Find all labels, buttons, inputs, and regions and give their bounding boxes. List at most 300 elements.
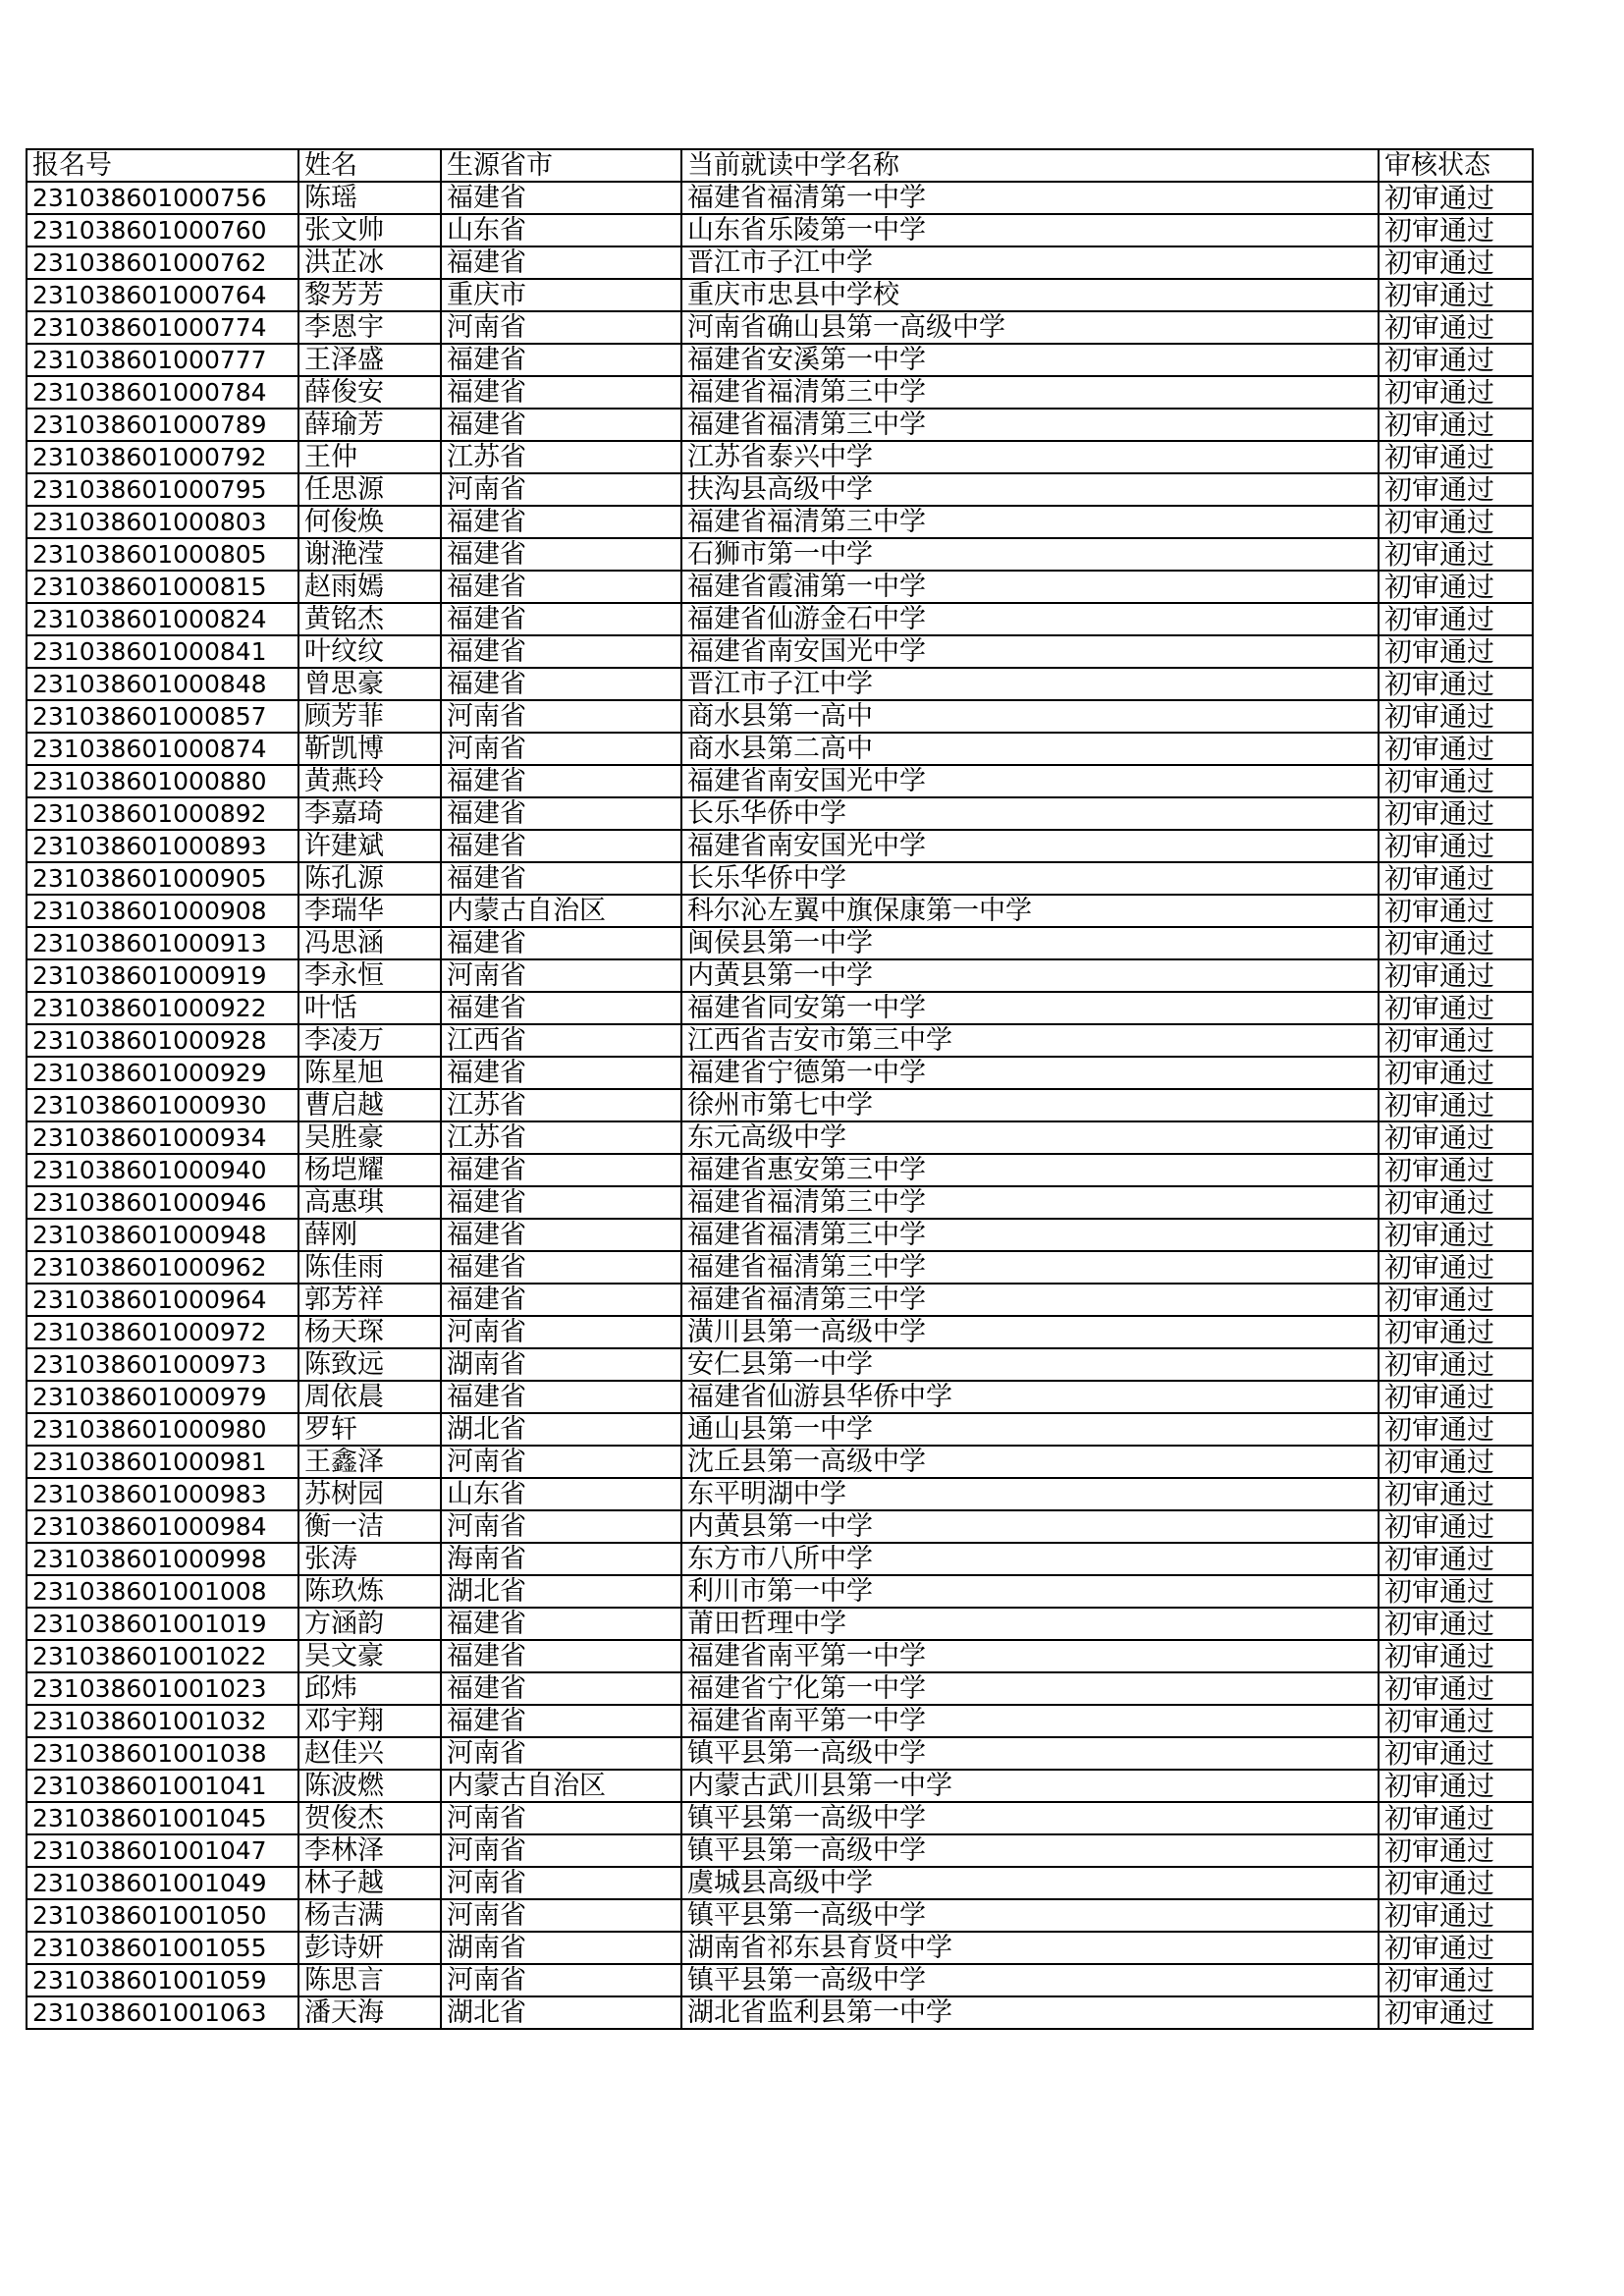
review-status-cell: 初审通过 — [1379, 797, 1533, 830]
registration-number-cell: 231038601000815 — [27, 571, 298, 603]
registration-number-cell: 231038601001038 — [27, 1737, 298, 1770]
province-cell: 福建省 — [441, 1381, 681, 1413]
school-cell: 河南省确山县第一高级中学 — [681, 311, 1379, 344]
province-cell: 山东省 — [441, 1478, 681, 1510]
school-cell: 福建省南安国光中学 — [681, 765, 1379, 797]
province-cell: 内蒙古自治区 — [441, 895, 681, 927]
province-cell: 福建省 — [441, 538, 681, 571]
school-cell: 虞城县高级中学 — [681, 1867, 1379, 1899]
review-status-cell: 初审通过 — [1379, 1834, 1533, 1867]
name-cell: 衡一洁 — [298, 1510, 441, 1543]
review-status-cell: 初审通过 — [1379, 830, 1533, 862]
name-cell: 李林泽 — [298, 1834, 441, 1867]
table-row — [27, 1284, 1533, 1316]
school-cell: 扶沟县高级中学 — [681, 473, 1379, 506]
table-row — [27, 1089, 1533, 1121]
school-cell: 利川市第一中学 — [681, 1575, 1379, 1608]
registration-number-cell: 231038601000948 — [27, 1219, 298, 1251]
name-cell: 顾芳菲 — [298, 700, 441, 733]
table-row — [27, 830, 1533, 862]
name-cell: 陈致远 — [298, 1348, 441, 1381]
school-cell: 福建省安溪第一中学 — [681, 344, 1379, 376]
table-row — [27, 1640, 1533, 1672]
province-cell: 福建省 — [441, 797, 681, 830]
review-status-cell: 初审通过 — [1379, 1219, 1533, 1251]
school-cell: 福建省同安第一中学 — [681, 992, 1379, 1024]
name-cell: 陈思言 — [298, 1964, 441, 1996]
table-row — [27, 1413, 1533, 1446]
review-status-cell: 初审通过 — [1379, 1478, 1533, 1510]
header-province: 生源省市 — [441, 149, 681, 182]
table-row — [27, 279, 1533, 311]
province-cell: 河南省 — [441, 1737, 681, 1770]
name-cell: 任思源 — [298, 473, 441, 506]
name-cell: 苏树园 — [298, 1478, 441, 1510]
registration-number-cell: 231038601001019 — [27, 1608, 298, 1640]
registration-number-cell: 231038601001050 — [27, 1899, 298, 1932]
registration-number-cell: 231038601001059 — [27, 1964, 298, 1996]
registration-number-cell: 231038601001049 — [27, 1867, 298, 1899]
province-cell: 福建省 — [441, 635, 681, 668]
registration-number-cell: 231038601000857 — [27, 700, 298, 733]
registration-number-cell: 231038601001022 — [27, 1640, 298, 1672]
registration-number-cell: 231038601000874 — [27, 733, 298, 765]
table-row — [27, 246, 1533, 279]
name-cell: 王仲 — [298, 441, 441, 473]
registration-number-cell: 231038601000774 — [27, 311, 298, 344]
table-row — [27, 1219, 1533, 1251]
review-status-cell: 初审通过 — [1379, 635, 1533, 668]
table-row — [27, 927, 1533, 959]
school-cell: 镇平县第一高级中学 — [681, 1834, 1379, 1867]
province-cell: 河南省 — [441, 1446, 681, 1478]
name-cell: 薛俊安 — [298, 376, 441, 409]
review-status-cell: 初审通过 — [1379, 700, 1533, 733]
table-row — [27, 1543, 1533, 1575]
school-cell: 商水县第一高中 — [681, 700, 1379, 733]
review-status-cell: 初审通过 — [1379, 603, 1533, 635]
registration-number-cell: 231038601000784 — [27, 376, 298, 409]
name-cell: 陈佳雨 — [298, 1251, 441, 1284]
review-status-cell: 初审通过 — [1379, 959, 1533, 992]
school-cell: 山东省乐陵第一中学 — [681, 214, 1379, 246]
review-status-cell: 初审通过 — [1379, 1348, 1533, 1381]
header-school: 当前就读中学名称 — [681, 149, 1379, 182]
registration-number-cell: 231038601000913 — [27, 927, 298, 959]
name-cell: 赵雨嫣 — [298, 571, 441, 603]
registration-number-cell: 231038601000929 — [27, 1057, 298, 1089]
review-status-cell: 初审通过 — [1379, 1705, 1533, 1737]
school-cell: 福建省宁化第一中学 — [681, 1672, 1379, 1705]
review-status-cell: 初审通过 — [1379, 1186, 1533, 1219]
school-cell: 商水县第二高中 — [681, 733, 1379, 765]
registration-number-cell: 231038601000777 — [27, 344, 298, 376]
review-status-cell: 初审通过 — [1379, 1867, 1533, 1899]
school-cell: 福建省仙游县华侨中学 — [681, 1381, 1379, 1413]
name-cell: 李凌万 — [298, 1024, 441, 1057]
school-cell: 福建省福清第一中学 — [681, 182, 1379, 214]
registration-number-cell: 231038601000973 — [27, 1348, 298, 1381]
province-cell: 河南省 — [441, 700, 681, 733]
name-cell: 张涛 — [298, 1543, 441, 1575]
name-cell: 黄燕玲 — [298, 765, 441, 797]
name-cell: 贺俊杰 — [298, 1802, 441, 1834]
registration-number-cell: 231038601000892 — [27, 797, 298, 830]
table-row — [27, 1121, 1533, 1154]
province-cell: 福建省 — [441, 992, 681, 1024]
review-status-cell: 初审通过 — [1379, 1089, 1533, 1121]
name-cell: 邓宇翔 — [298, 1705, 441, 1737]
school-cell: 福建省福清第三中学 — [681, 1219, 1379, 1251]
registration-number-cell: 231038601000934 — [27, 1121, 298, 1154]
province-cell: 湖南省 — [441, 1348, 681, 1381]
registration-number-cell: 231038601000905 — [27, 862, 298, 895]
registration-number-cell: 231038601000983 — [27, 1478, 298, 1510]
review-status-cell: 初审通过 — [1379, 765, 1533, 797]
table-row — [27, 538, 1533, 571]
name-cell: 吴胜豪 — [298, 1121, 441, 1154]
registration-number-cell: 231038601001032 — [27, 1705, 298, 1737]
table-row — [27, 1478, 1533, 1510]
province-cell: 河南省 — [441, 1510, 681, 1543]
registration-number-cell: 231038601000880 — [27, 765, 298, 797]
province-cell: 福建省 — [441, 344, 681, 376]
school-cell: 莆田哲理中学 — [681, 1608, 1379, 1640]
registration-number-cell: 231038601000795 — [27, 473, 298, 506]
school-cell: 东平明湖中学 — [681, 1478, 1379, 1510]
school-cell: 福建省霞浦第一中学 — [681, 571, 1379, 603]
review-status-cell: 初审通过 — [1379, 1251, 1533, 1284]
province-cell: 福建省 — [441, 571, 681, 603]
table-row — [27, 1834, 1533, 1867]
review-status-cell: 初审通过 — [1379, 927, 1533, 959]
registration-number-cell: 231038601000893 — [27, 830, 298, 862]
school-cell: 福建省南安国光中学 — [681, 635, 1379, 668]
review-status-cell: 初审通过 — [1379, 1284, 1533, 1316]
registration-number-cell: 231038601001055 — [27, 1932, 298, 1964]
name-cell: 王泽盛 — [298, 344, 441, 376]
review-status-cell: 初审通过 — [1379, 733, 1533, 765]
name-cell: 李永恒 — [298, 959, 441, 992]
province-cell: 山东省 — [441, 214, 681, 246]
province-cell: 江西省 — [441, 1024, 681, 1057]
registration-number-cell: 231038601000805 — [27, 538, 298, 571]
school-cell: 镇平县第一高级中学 — [681, 1802, 1379, 1834]
province-cell: 福建省 — [441, 1057, 681, 1089]
name-cell: 李嘉琦 — [298, 797, 441, 830]
review-status-cell: 初审通过 — [1379, 1121, 1533, 1154]
table-row — [27, 1446, 1533, 1478]
registration-number-cell: 231038601001008 — [27, 1575, 298, 1608]
name-cell: 吴文豪 — [298, 1640, 441, 1672]
name-cell: 何俊焕 — [298, 506, 441, 538]
review-status-cell: 初审通过 — [1379, 1510, 1533, 1543]
school-cell: 福建省南平第一中学 — [681, 1640, 1379, 1672]
review-status-cell: 初审通过 — [1379, 311, 1533, 344]
province-cell: 福建省 — [441, 1608, 681, 1640]
review-status-cell: 初审通过 — [1379, 1154, 1533, 1186]
table-row — [27, 1705, 1533, 1737]
table-row — [27, 1381, 1533, 1413]
review-status-cell: 初审通过 — [1379, 376, 1533, 409]
review-status-cell: 初审通过 — [1379, 1413, 1533, 1446]
province-cell: 福建省 — [441, 830, 681, 862]
table-row — [27, 473, 1533, 506]
review-status-cell: 初审通过 — [1379, 1899, 1533, 1932]
name-cell: 邱炜 — [298, 1672, 441, 1705]
review-status-cell: 初审通过 — [1379, 344, 1533, 376]
name-cell: 林子越 — [298, 1867, 441, 1899]
name-cell: 陈星旭 — [298, 1057, 441, 1089]
registration-number-cell: 231038601000756 — [27, 182, 298, 214]
registration-number-cell: 231038601001063 — [27, 1996, 298, 2029]
table-row — [27, 1802, 1533, 1834]
table-row — [27, 1510, 1533, 1543]
registration-number-cell: 231038601000981 — [27, 1446, 298, 1478]
table-row — [27, 1932, 1533, 1964]
school-cell: 福建省福清第三中学 — [681, 1186, 1379, 1219]
table-row — [27, 635, 1533, 668]
name-cell: 罗轩 — [298, 1413, 441, 1446]
name-cell: 曾思豪 — [298, 668, 441, 700]
registration-number-cell: 231038601001023 — [27, 1672, 298, 1705]
province-cell: 福建省 — [441, 1705, 681, 1737]
review-status-cell: 初审通过 — [1379, 1737, 1533, 1770]
registration-number-cell: 231038601000964 — [27, 1284, 298, 1316]
name-cell: 李瑞华 — [298, 895, 441, 927]
review-status-cell: 初审通过 — [1379, 862, 1533, 895]
review-status-cell: 初审通过 — [1379, 214, 1533, 246]
table-row — [27, 668, 1533, 700]
school-cell: 镇平县第一高级中学 — [681, 1964, 1379, 1996]
school-cell: 福建省福清第三中学 — [681, 376, 1379, 409]
province-cell: 江苏省 — [441, 441, 681, 473]
name-cell: 黎芳芳 — [298, 279, 441, 311]
review-status-cell: 初审通过 — [1379, 992, 1533, 1024]
name-cell: 薛刚 — [298, 1219, 441, 1251]
province-cell: 福建省 — [441, 1284, 681, 1316]
school-cell: 长乐华侨中学 — [681, 797, 1379, 830]
province-cell: 江苏省 — [441, 1121, 681, 1154]
review-status-cell: 初审通过 — [1379, 441, 1533, 473]
table-row — [27, 441, 1533, 473]
review-status-cell: 初审通过 — [1379, 1057, 1533, 1089]
table-body — [27, 182, 1533, 2029]
registration-number-cell: 231038601000760 — [27, 214, 298, 246]
table-row — [27, 959, 1533, 992]
school-cell: 福建省福清第三中学 — [681, 409, 1379, 441]
table-row — [27, 1672, 1533, 1705]
name-cell: 陈瑶 — [298, 182, 441, 214]
review-status-cell: 初审通过 — [1379, 895, 1533, 927]
review-status-cell: 初审通过 — [1379, 1608, 1533, 1640]
table-row — [27, 1737, 1533, 1770]
name-cell: 陈孔源 — [298, 862, 441, 895]
registration-number-cell: 231038601000764 — [27, 279, 298, 311]
province-cell: 重庆市 — [441, 279, 681, 311]
province-cell: 福建省 — [441, 927, 681, 959]
review-status-cell: 初审通过 — [1379, 473, 1533, 506]
school-cell: 内黄县第一中学 — [681, 959, 1379, 992]
table-row — [27, 311, 1533, 344]
name-cell: 曹启越 — [298, 1089, 441, 1121]
review-status-cell: 初审通过 — [1379, 538, 1533, 571]
table-row — [27, 700, 1533, 733]
table-row — [27, 571, 1533, 603]
registration-number-cell: 231038601001047 — [27, 1834, 298, 1867]
review-status-cell: 初审通过 — [1379, 1575, 1533, 1608]
applicant-table — [26, 148, 1534, 2030]
table-row — [27, 765, 1533, 797]
table-row — [27, 1316, 1533, 1348]
name-cell: 张文帅 — [298, 214, 441, 246]
table-row — [27, 1154, 1533, 1186]
school-cell: 镇平县第一高级中学 — [681, 1899, 1379, 1932]
review-status-cell: 初审通过 — [1379, 182, 1533, 214]
header-review-status: 审核状态 — [1379, 149, 1533, 182]
name-cell: 叶恬 — [298, 992, 441, 1024]
review-status-cell: 初审通过 — [1379, 1446, 1533, 1478]
header-registration-number: 报名号 — [27, 149, 298, 182]
registration-number-cell: 231038601000922 — [27, 992, 298, 1024]
table-row — [27, 603, 1533, 635]
province-cell: 湖北省 — [441, 1575, 681, 1608]
school-cell: 东元高级中学 — [681, 1121, 1379, 1154]
province-cell: 河南省 — [441, 733, 681, 765]
registration-number-cell: 231038601000928 — [27, 1024, 298, 1057]
header-row — [27, 149, 1533, 182]
table-row — [27, 1024, 1533, 1057]
school-cell: 福建省南平第一中学 — [681, 1705, 1379, 1737]
school-cell: 江苏省泰兴中学 — [681, 441, 1379, 473]
province-cell: 福建省 — [441, 1154, 681, 1186]
province-cell: 海南省 — [441, 1543, 681, 1575]
school-cell: 内黄县第一中学 — [681, 1510, 1379, 1543]
school-cell: 福建省惠安第三中学 — [681, 1154, 1379, 1186]
province-cell: 河南省 — [441, 1802, 681, 1834]
name-cell: 郭芳祥 — [298, 1284, 441, 1316]
name-cell: 靳凯博 — [298, 733, 441, 765]
registration-number-cell: 231038601000792 — [27, 441, 298, 473]
review-status-cell: 初审通过 — [1379, 1802, 1533, 1834]
table-row — [27, 1186, 1533, 1219]
table-row — [27, 862, 1533, 895]
registration-number-cell: 231038601000940 — [27, 1154, 298, 1186]
registration-number-cell: 231038601000972 — [27, 1316, 298, 1348]
registration-number-cell: 231038601000762 — [27, 246, 298, 279]
name-cell: 冯思涵 — [298, 927, 441, 959]
registration-number-cell: 231038601000984 — [27, 1510, 298, 1543]
registration-number-cell: 231038601000789 — [27, 409, 298, 441]
province-cell: 河南省 — [441, 1964, 681, 1996]
review-status-cell: 初审通过 — [1379, 506, 1533, 538]
table-row — [27, 182, 1533, 214]
school-cell: 湖南省祁东县育贤中学 — [681, 1932, 1379, 1964]
table-row — [27, 1899, 1533, 1932]
table-row — [27, 376, 1533, 409]
review-status-cell: 初审通过 — [1379, 571, 1533, 603]
registration-number-cell: 231038601001045 — [27, 1802, 298, 1834]
table-row — [27, 733, 1533, 765]
review-status-cell: 初审通过 — [1379, 246, 1533, 279]
province-cell: 河南省 — [441, 1867, 681, 1899]
school-cell: 福建省宁德第一中学 — [681, 1057, 1379, 1089]
name-cell: 黄铭杰 — [298, 603, 441, 635]
review-status-cell: 初审通过 — [1379, 1964, 1533, 1996]
province-cell: 湖北省 — [441, 1413, 681, 1446]
registration-number-cell: 231038601000803 — [27, 506, 298, 538]
table-row — [27, 344, 1533, 376]
review-status-cell: 初审通过 — [1379, 1381, 1533, 1413]
school-cell: 潢川县第一高级中学 — [681, 1316, 1379, 1348]
province-cell: 福建省 — [441, 765, 681, 797]
province-cell: 福建省 — [441, 1219, 681, 1251]
review-status-cell: 初审通过 — [1379, 1672, 1533, 1705]
header-name: 姓名 — [298, 149, 441, 182]
school-cell: 通山县第一中学 — [681, 1413, 1379, 1446]
school-cell: 石狮市第一中学 — [681, 538, 1379, 571]
school-cell: 晋江市子江中学 — [681, 668, 1379, 700]
name-cell: 杨吉满 — [298, 1899, 441, 1932]
province-cell: 福建省 — [441, 409, 681, 441]
province-cell: 河南省 — [441, 1834, 681, 1867]
name-cell: 陈波燃 — [298, 1770, 441, 1802]
table-row — [27, 1867, 1533, 1899]
school-cell: 沈丘县第一高级中学 — [681, 1446, 1379, 1478]
school-cell: 江西省吉安市第三中学 — [681, 1024, 1379, 1057]
table-row — [27, 1575, 1533, 1608]
province-cell: 福建省 — [441, 603, 681, 635]
name-cell: 方涵韵 — [298, 1608, 441, 1640]
table-row — [27, 1057, 1533, 1089]
school-cell: 重庆市忠县中学校 — [681, 279, 1379, 311]
school-cell: 徐州市第七中学 — [681, 1089, 1379, 1121]
name-cell: 杨天琛 — [298, 1316, 441, 1348]
province-cell: 河南省 — [441, 1316, 681, 1348]
review-status-cell: 初审通过 — [1379, 1640, 1533, 1672]
review-status-cell: 初审通过 — [1379, 1024, 1533, 1057]
school-cell: 福建省福清第三中学 — [681, 1251, 1379, 1284]
province-cell: 河南省 — [441, 311, 681, 344]
table-row — [27, 506, 1533, 538]
registration-number-cell: 231038601000946 — [27, 1186, 298, 1219]
province-cell: 福建省 — [441, 862, 681, 895]
registration-number-cell: 231038601000962 — [27, 1251, 298, 1284]
province-cell: 河南省 — [441, 473, 681, 506]
name-cell: 叶纹纹 — [298, 635, 441, 668]
province-cell: 福建省 — [441, 1186, 681, 1219]
school-cell: 长乐华侨中学 — [681, 862, 1379, 895]
review-status-cell: 初审通过 — [1379, 1770, 1533, 1802]
name-cell: 薛瑜芳 — [298, 409, 441, 441]
province-cell: 福建省 — [441, 246, 681, 279]
name-cell: 王鑫泽 — [298, 1446, 441, 1478]
province-cell: 河南省 — [441, 1899, 681, 1932]
table-row — [27, 895, 1533, 927]
school-cell: 内蒙古武川县第一中学 — [681, 1770, 1379, 1802]
school-cell: 安仁县第一中学 — [681, 1348, 1379, 1381]
table-row — [27, 992, 1533, 1024]
school-cell: 科尔沁左翼中旗保康第一中学 — [681, 895, 1379, 927]
registration-number-cell: 231038601000919 — [27, 959, 298, 992]
school-cell: 湖北省监利县第一中学 — [681, 1996, 1379, 2029]
registration-number-cell: 231038601000908 — [27, 895, 298, 927]
table-row — [27, 1348, 1533, 1381]
registration-number-cell: 231038601000998 — [27, 1543, 298, 1575]
name-cell: 杨垲耀 — [298, 1154, 441, 1186]
registration-number-cell: 231038601000824 — [27, 603, 298, 635]
registration-number-cell: 231038601000848 — [27, 668, 298, 700]
